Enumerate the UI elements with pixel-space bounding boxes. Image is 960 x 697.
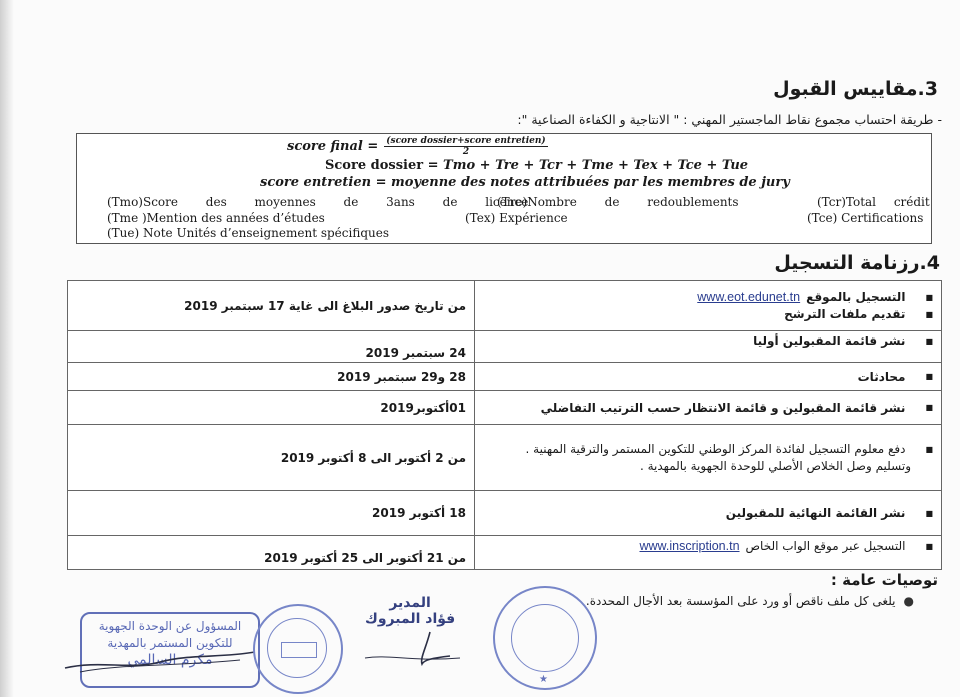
bullet-dot-icon: ● — [903, 594, 914, 608]
table-row — [68, 281, 942, 331]
square-bullet-icon: ■ — [925, 444, 933, 454]
fraction-denominator: 2 — [462, 147, 470, 157]
schedule-activity — [475, 491, 942, 536]
institute-seal-icon: ★ — [493, 586, 597, 690]
score-dossier-formula — [325, 158, 748, 173]
table-row — [68, 363, 942, 391]
activity-text: التسجيل عبر موقع الواب الخاص — [745, 539, 906, 553]
score-entretien-formula: score entretien = moyenne des notes attribuées par les membres de jury — [260, 175, 790, 190]
def-tmo: (Tmo)Score des moyennes de 3ans de licence — [107, 195, 529, 209]
definitions-box — [76, 191, 932, 244]
round-seal-icon — [253, 604, 343, 694]
square-bullet-icon: ■ — [925, 309, 933, 319]
schedule-date: من تاريخ صدور البلاغ الى غاية 17 سبتمبر 2019 — [68, 281, 475, 331]
def-tce: (Tce) Certifications — [807, 211, 924, 225]
activity-text: محادثات — [857, 369, 906, 384]
score-method-line: - طريقة احتساب مجموع نقاط الماجستير المهني : " الانتاجية و الكفاءة الصناعية ": — [517, 112, 942, 127]
table-row — [68, 536, 942, 570]
table-row — [68, 331, 942, 363]
schedule-date: 01أكتوبر2019 — [68, 391, 475, 425]
schedule-date: من 2 أكتوبر الى 8 أكتوبر 2019 — [68, 425, 475, 491]
recommendation-text: يلغى كل ملف ناقص أو ورد على المؤسسة بعد الأجال المحددة. — [585, 594, 896, 608]
score-final-fraction — [384, 136, 547, 157]
director-signature-block — [365, 595, 455, 627]
eot-link[interactable]: www.eot.edunet.tn — [697, 290, 801, 304]
score-final-label: score final = — [287, 139, 379, 154]
score-dossier-label: Score dossier = — [325, 158, 439, 173]
activity-text: نشر القائمة النهائية للمقبولين — [725, 506, 906, 520]
section-3-heading: 3.مقاييس القبول — [773, 78, 938, 100]
schedule-date: 18 أكتوبر 2019 — [68, 491, 475, 536]
table-row — [68, 391, 942, 425]
activity-text: تقديم ملفات الترشح — [784, 307, 906, 321]
activity-text: وتسليم وصل الخلاص الأصلي للوحدة الجهوية بالمهدية . — [639, 459, 911, 473]
inscription-link[interactable]: www.inscription.tn — [639, 539, 740, 553]
signature-scribble-icon — [60, 640, 260, 680]
director-signature-icon — [360, 628, 470, 668]
table-row — [68, 425, 942, 491]
table-row — [68, 491, 942, 536]
score-final-formula — [287, 136, 548, 157]
square-bullet-icon: ■ — [925, 292, 933, 302]
fraction-numerator: (score dossier+score entretien) — [386, 136, 546, 146]
activity-text: نشر قائمة المقبولين و قائمة الانتظار حسب الترتيب التفاضلي — [540, 400, 906, 415]
def-tcr: (Tcr)Total crédit — [817, 195, 930, 209]
stamp-line: المسؤول عن الوحدة الجهوية — [98, 619, 242, 633]
def-tex: (Tex) Expérience — [465, 211, 568, 225]
schedule-date: 28 و29 سبتمبر 2019 — [68, 363, 475, 391]
schedule-activity — [475, 363, 942, 391]
activity-text: التسجيل بالموقع — [806, 290, 906, 304]
square-bullet-icon: ■ — [925, 336, 933, 346]
schedule-activity — [475, 536, 942, 570]
recommendations-heading: توصيات عامة : — [830, 571, 938, 589]
recommendation-item — [586, 594, 914, 608]
activity-text: نشر قائمة المقبولين أوليا — [753, 334, 906, 348]
director-title: المدير — [389, 595, 431, 611]
def-tme: (Tme )Mention des années d’études — [107, 211, 325, 225]
schedule-activity — [475, 425, 942, 491]
score-dossier-terms: Tmo + Tre + Tcr + Tme + Tex + Tce + Tue — [443, 158, 749, 173]
section-4-heading: 4.رزنامة التسجيل — [774, 252, 940, 274]
def-tue: (Tue) Note Unités d’enseignement spécifiques — [107, 226, 390, 240]
square-bullet-icon: ■ — [925, 403, 933, 412]
schedule-table — [67, 280, 942, 570]
def-tre: (Tre)Nombre de redoublements — [497, 195, 739, 209]
formula-box — [76, 133, 932, 193]
stamp-line: للتكوين المستمر بالمهدية — [107, 636, 233, 650]
stamp-line: مكرم السالمي — [127, 652, 213, 668]
square-bullet-icon: ■ — [925, 372, 933, 381]
schedule-activity — [475, 281, 942, 331]
schedule-activity — [475, 331, 942, 363]
square-bullet-icon: ■ — [925, 541, 933, 551]
scan-edge-shadow — [0, 0, 14, 697]
schedule-date: 24 سبتمبر 2019 — [68, 331, 475, 363]
schedule-activity — [475, 391, 942, 425]
activity-text: دفع معلوم التسجيل لفائدة المركز الوطني للتكوين المستمر والترقية المهنية . — [525, 442, 906, 456]
director-name: فؤاد المبروك — [365, 611, 456, 627]
schedule-date: من 21 أكتوبر الى 25 أكتوبر 2019 — [68, 536, 475, 570]
square-bullet-icon: ■ — [925, 508, 933, 518]
